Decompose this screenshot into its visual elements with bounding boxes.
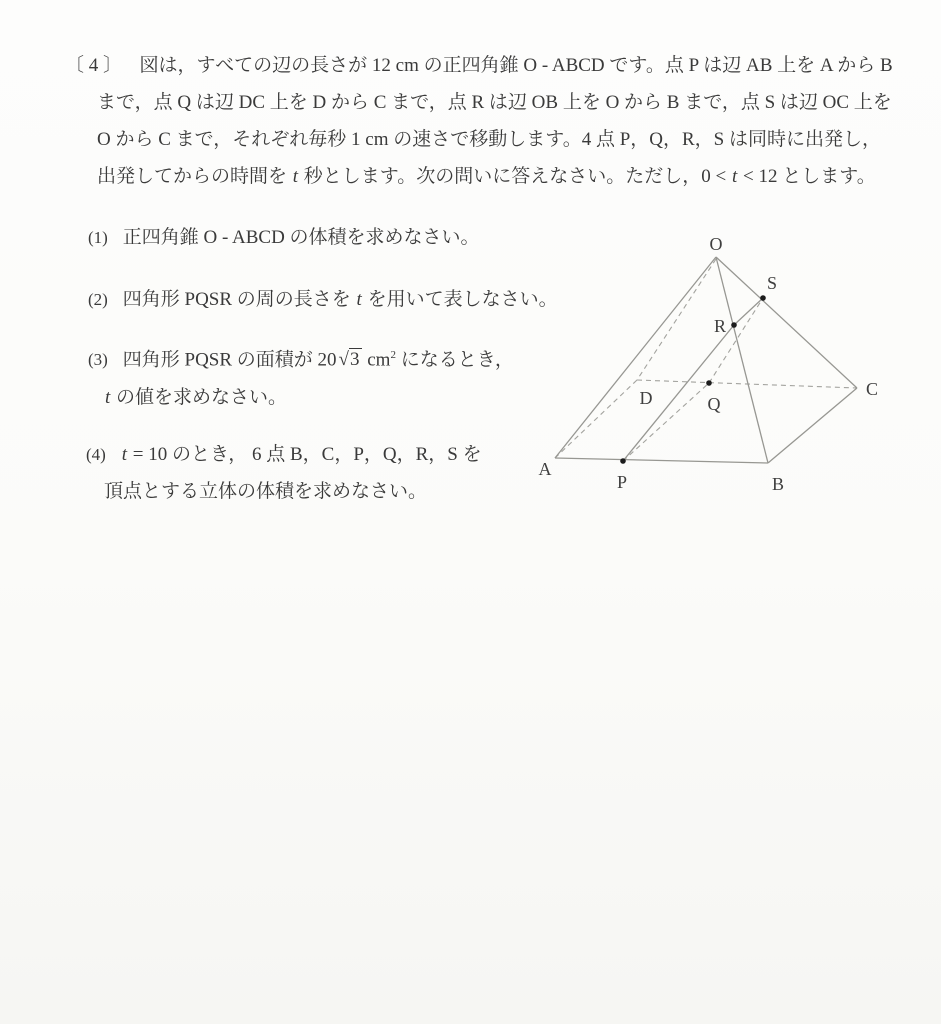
edge-O-A xyxy=(555,257,716,458)
variable-t: t xyxy=(356,289,362,310)
question-1 xyxy=(88,227,480,250)
question-1-label: (1) xyxy=(88,228,108,247)
question-3-line-2 xyxy=(104,387,287,410)
variable-t: t xyxy=(732,166,738,187)
question-4-line-2 xyxy=(104,481,427,504)
problem-number: 〔 4 〕 xyxy=(65,55,123,76)
question-3-line-1 xyxy=(88,349,514,372)
question-4-line-1-text: = 10 のとき， 6 点 B，C，P，Q，R，S を xyxy=(128,444,482,465)
edge-A-D xyxy=(555,380,637,458)
question-3-text-pre: 四角形 PQSR の面積が 20 xyxy=(122,349,337,371)
statement-text-3: O から C まで，それぞれ毎秒 1 cm の速さで移動します。4 点 P，Q，R，S は同時に出発し， xyxy=(97,129,881,150)
statement-text-2: まで，点 Q は辺 DC 上を D から C まで，点 R は辺 OB 上を O から B まで，点 S は辺 OC 上を xyxy=(97,92,892,113)
question-4-line-2-text: 頂点とする立体の体積を求めなさい。 xyxy=(104,481,428,502)
question-2-label: (2) xyxy=(88,290,108,309)
unit-exponent: 2 xyxy=(390,349,396,361)
question-3-label: (3) xyxy=(88,350,108,370)
problem-statement-line-4 xyxy=(97,166,876,189)
question-4-label: (4) xyxy=(86,445,106,464)
vertex-label-A: A xyxy=(538,459,552,479)
vertex-label-B: B xyxy=(771,474,785,494)
variable-t: t xyxy=(105,387,111,408)
statement-text-1: 図は，すべての辺の長さが 12 cm の正四角錐 O - ABCD です。点 P は辺 AB 上を A から B xyxy=(139,55,893,76)
segment-Q-S xyxy=(709,298,763,383)
edge-B-C xyxy=(768,388,857,463)
problem-statement-line-3 xyxy=(97,129,881,152)
vertex-label-C: C xyxy=(866,379,879,399)
vertex-label-D: D xyxy=(639,388,653,408)
question-3-line-2-text: の値を求めなさい。 xyxy=(111,387,288,408)
question-2 xyxy=(88,289,558,312)
problem-statement-line-1 xyxy=(65,55,893,78)
point-P-dot xyxy=(620,458,626,464)
question-2-text-post: を用いて表しなさい。 xyxy=(362,289,558,310)
square-root-sign: √ xyxy=(338,349,349,371)
segment-P-Q xyxy=(623,383,709,461)
question-4-line-1 xyxy=(86,444,482,467)
statement-text-4c: < 12 とします。 xyxy=(738,166,876,187)
point-label-S: S xyxy=(766,273,778,293)
question-3-text-post: になるとき， xyxy=(395,349,514,371)
vertex-label-O: O xyxy=(709,234,723,254)
question-1-text: 正四角錐 O - ABCD の体積を求めなさい。 xyxy=(122,227,480,248)
point-label-R: R xyxy=(713,316,726,336)
point-R-dot xyxy=(731,322,737,328)
pyramid-figure xyxy=(520,228,910,513)
point-label-P: P xyxy=(616,472,628,492)
point-Q-dot xyxy=(706,380,712,386)
point-label-Q: Q xyxy=(707,394,721,414)
problem-statement-line-2 xyxy=(97,92,892,115)
question-2-text-pre: 四角形 PQSR の周の長さを xyxy=(122,289,356,310)
variable-t: t xyxy=(121,444,128,465)
variable-t: t xyxy=(292,166,299,187)
statement-text-4a: 出発してからの時間を xyxy=(97,166,292,187)
edge-A-B xyxy=(555,458,768,463)
question-3-unit: cm xyxy=(362,349,391,371)
statement-text-4b: 秒とします。次の問いに答えなさい。ただし，0 < xyxy=(299,166,731,187)
radicand: 3 xyxy=(349,348,363,370)
point-S-dot xyxy=(760,295,766,301)
